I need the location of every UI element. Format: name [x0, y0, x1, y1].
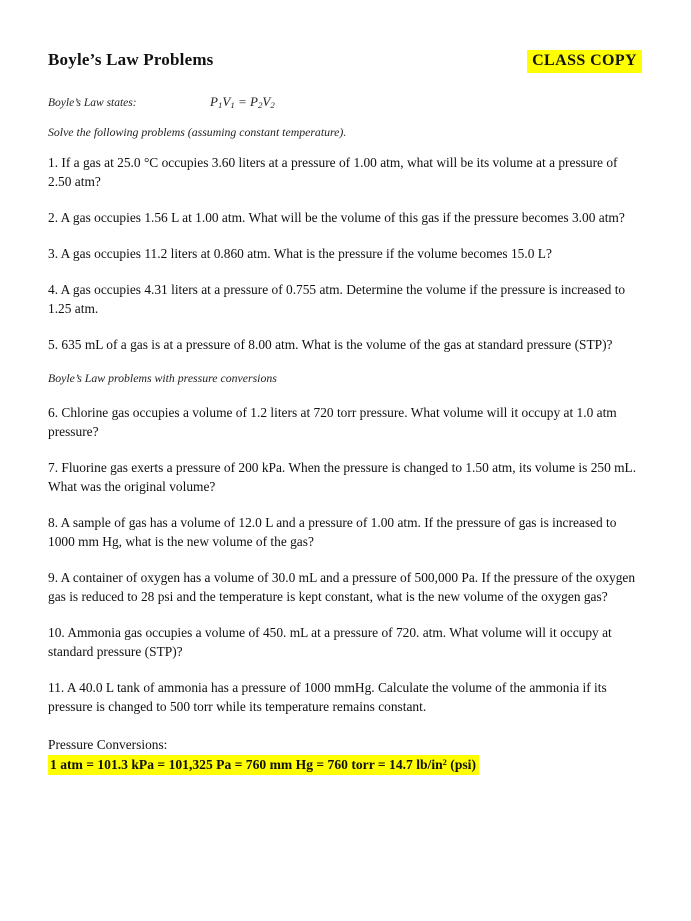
formula-v2-sub: 2 — [270, 100, 275, 111]
problem-8: 8. A sample of gas has a volume of 12.0 L and a pressure of 1.00 atm. If the pressure of gas is increased to 1000 mm Hg, what is the new volume of the gas? — [48, 515, 617, 549]
header-row — [48, 50, 642, 73]
problem-list — [48, 153, 642, 716]
formula-v1: V — [222, 94, 231, 109]
pressure-conversions-footer — [48, 736, 642, 775]
problem-2: 2. A gas occupies 1.56 L at 1.00 atm. What will be the volume of this gas if the pressure becomes 3.00 atm? — [48, 210, 625, 225]
formula-p2: P — [250, 94, 258, 109]
problem-3: 3. A gas occupies 11.2 liters at 0.860 atm. What is the pressure if the volume becomes 15.0 L? — [48, 246, 552, 261]
law-label: Boyle’s Law states: — [48, 97, 137, 109]
problem-7: 7. Fluorine gas exerts a pressure of 200 kPa. When the pressure is changed to 1.50 atm, its volume is 250 mL. What was the original volume? — [48, 460, 637, 494]
conversion-text: 1 atm = 101.3 kPa = 101,325 Pa = 760 mm Hg = 760 torr = 14.7 lb/in — [50, 757, 443, 772]
problem-11: 11. A 40.0 L tank of ammonia has a pressure of 1000 mmHg. Calculate the volume of the ammonia if its pressure is changed to 500 torr while its temperature remains constant. — [48, 680, 607, 714]
formula-p1: P — [210, 94, 218, 109]
problem-6: 6. Chlorine gas occupies a volume of 1.2 liters at 720 torr pressure. What volume will it occupy at 1.0 atm pressure? — [48, 405, 617, 439]
section-label-pressure-conversions: Boyle’s Law problems with pressure conversions — [48, 371, 277, 385]
pressure-conversions-label: Pressure Conversions: — [48, 737, 168, 752]
formula-equals: = — [234, 94, 251, 109]
conversion-superscript: 2 — [442, 757, 447, 768]
conversion-psi-text: (psi) — [446, 757, 476, 772]
law-statement-row — [48, 94, 642, 110]
formula-v2: V — [262, 94, 271, 109]
conversion-equalities — [48, 755, 479, 775]
boyles-law-formula — [210, 94, 275, 110]
page-title: Boyle’s Law Problems — [48, 50, 214, 69]
class-copy-stamp: CLASS COPY — [527, 50, 642, 73]
formula-v1-sub: 1 — [230, 100, 235, 111]
problem-1: 1. If a gas at 25.0 °C occupies 3.60 liters at a pressure of 1.00 atm, what will be its volume at a pressure of 2.50 atm? — [48, 155, 618, 189]
instructions-line: Solve the following problems (assuming constant temperature). — [48, 125, 347, 139]
problem-4: 4. A gas occupies 4.31 liters at a pressure of 0.755 atm. Determine the volume if the pressure is increased to 1.25 atm. — [48, 282, 626, 316]
formula-p2-sub: 2 — [257, 100, 263, 111]
problem-10: 10. Ammonia gas occupies a volume of 450. mL at a pressure of 720. atm. What volume will it occupy at standard pressure (STP)? — [48, 625, 612, 659]
formula-p1-sub: 1 — [217, 100, 223, 111]
problem-9: 9. A container of oxygen has a volume of 30.0 mL and a pressure of 500,000 Pa. If the pressure of the oxygen gas is reduced to 28 psi and the temperature is kept constant, what is the new volume of the oxygen gas? — [48, 570, 636, 604]
problem-5: 5. 635 mL of a gas is at a pressure of 8.00 atm. What is the volume of the gas at standard pressure (STP)? — [48, 337, 613, 352]
